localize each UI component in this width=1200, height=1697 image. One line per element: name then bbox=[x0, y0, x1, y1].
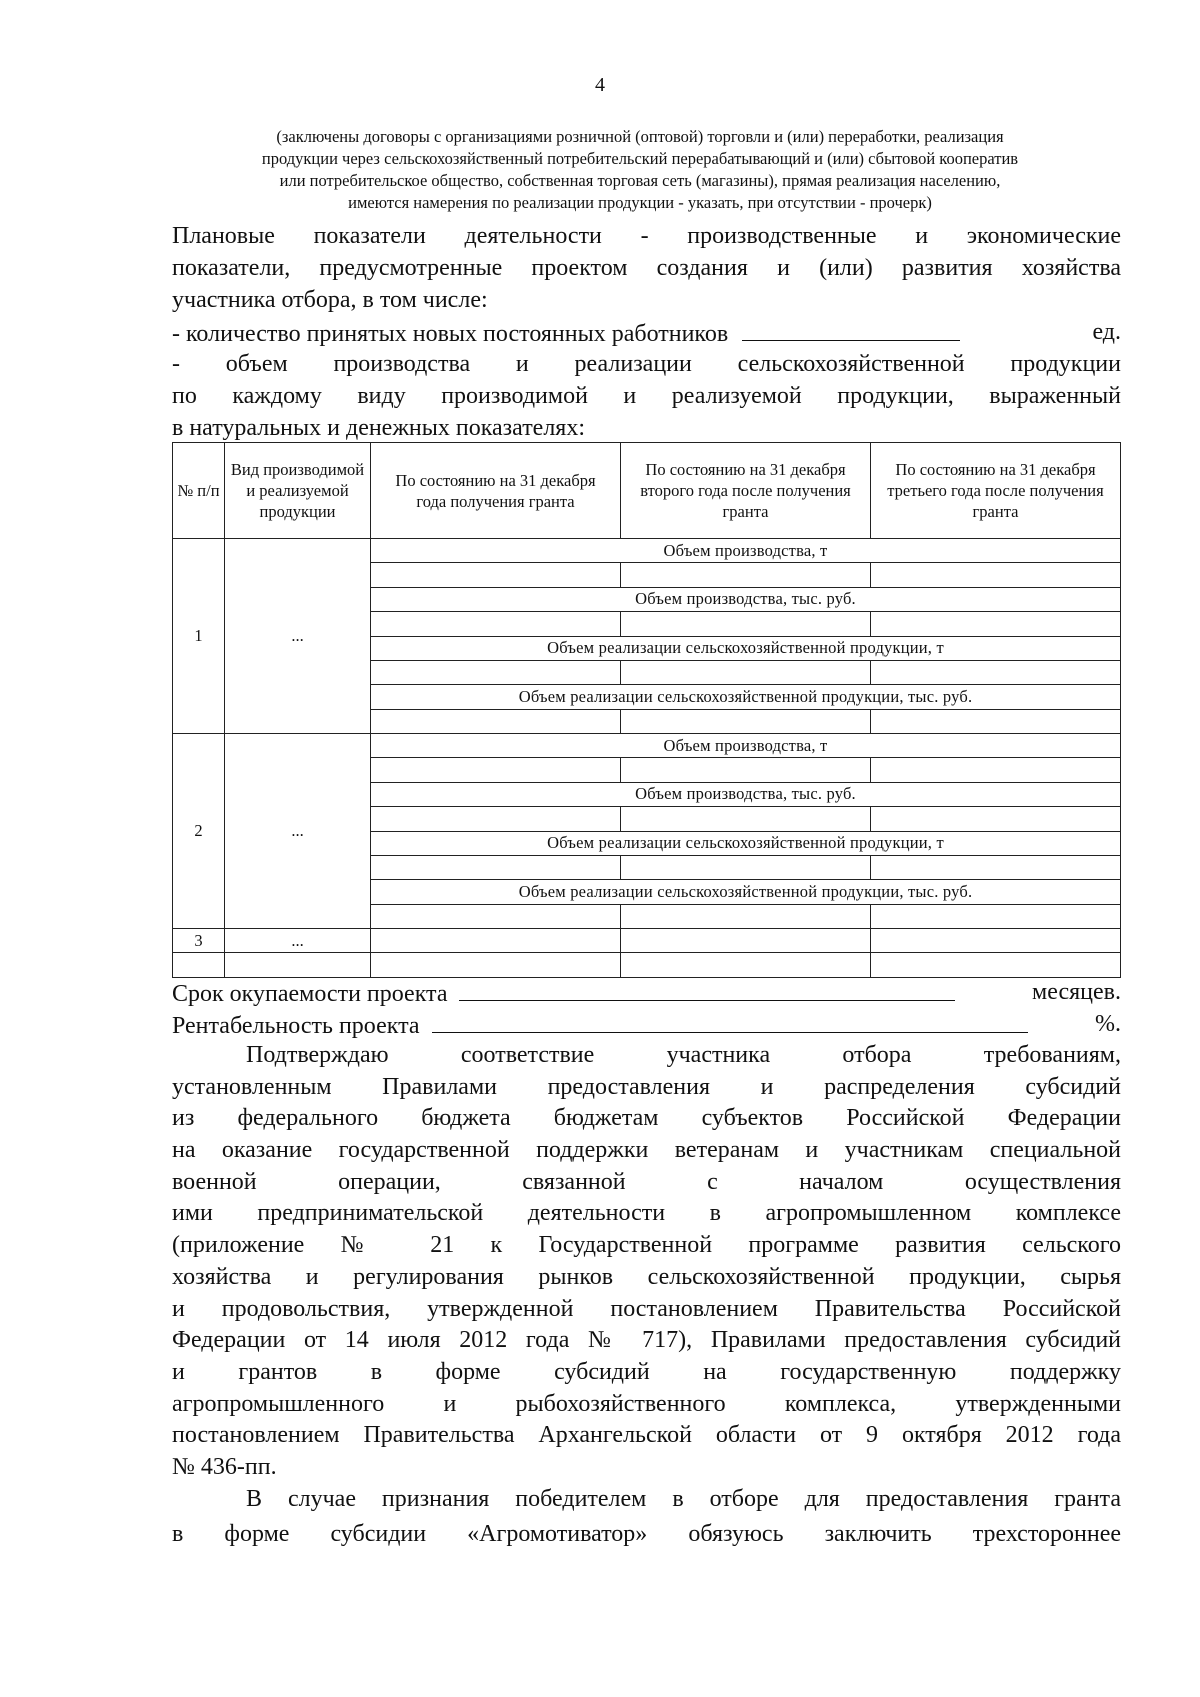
section-label: Объем производства, тыс. руб. bbox=[371, 587, 1121, 611]
text-line: ими предпринимательской деятельности в агропромышленном комплексе bbox=[172, 1200, 1121, 1227]
value-cell[interactable] bbox=[871, 904, 1121, 928]
value-cell[interactable] bbox=[371, 807, 621, 831]
section-label: Объем производства, тыс. руб. bbox=[371, 782, 1121, 806]
text-line: - объем производства и реализации сельскохозяйственной продукции bbox=[172, 351, 1121, 377]
row-product-kind: ... bbox=[225, 539, 371, 734]
note-line: или потребительское общество, собственная торговая сеть (магазины), прямая реализация населению, bbox=[279, 171, 1001, 190]
payback-field[interactable] bbox=[459, 976, 955, 1001]
table-row bbox=[173, 539, 1121, 563]
payback-label: Срок окупаемости проекта bbox=[172, 981, 448, 1007]
value-cell[interactable] bbox=[371, 904, 621, 928]
text-line: по каждому виду производимой и реализуемой продукции, выраженный bbox=[172, 383, 1121, 409]
text-line: В случае признания победителем в отборе для предоставления гранта bbox=[246, 1485, 1121, 1512]
workers-count-field[interactable] bbox=[742, 316, 960, 341]
instruction-note bbox=[160, 126, 1120, 214]
value-cell[interactable] bbox=[871, 758, 1121, 782]
header-year-1: По состоянию на 31 декабря года получения гранта bbox=[371, 443, 621, 539]
note-line: имеются намерения по реализации продукции - указать, при отсутствии - прочерк) bbox=[348, 193, 932, 212]
row-num: 1 bbox=[173, 539, 225, 734]
value-cell[interactable] bbox=[871, 953, 1121, 978]
text-line: и грантов в форме субсидий на государственную поддержку bbox=[172, 1358, 1121, 1385]
note-line: продукции через сельскохозяйственный потребительский перерабатывающий и (или) сбытовой кооператив bbox=[261, 149, 1019, 168]
text-line: в форме субсидии «Агромотиватор» обязуюсь заключить трехстороннее bbox=[172, 1520, 1121, 1547]
row-num: 3 bbox=[173, 929, 225, 953]
text-line: установленным Правилами предоставления и распределения субсидий bbox=[172, 1073, 1121, 1100]
table-row bbox=[173, 734, 1121, 758]
text-line: показатели, предусмотренные проектом создания и (или) развития хозяйства bbox=[172, 255, 1121, 281]
header-year-2: По состоянию на 31 декабря второго года после получения гранта bbox=[621, 443, 871, 539]
section-label: Объем реализации сельскохозяйственной продукции, т bbox=[371, 636, 1121, 660]
text-line: и продовольствия, утвержденной постановлением Правительства Российской bbox=[172, 1295, 1121, 1322]
value-cell[interactable] bbox=[621, 660, 871, 684]
section-label: Объем производства, т bbox=[371, 539, 1121, 563]
value-cell[interactable] bbox=[871, 563, 1121, 587]
section-label: Объем реализации сельскохозяйственной продукции, тыс. руб. bbox=[371, 685, 1121, 709]
section-label: Объем реализации сельскохозяйственной продукции, тыс. руб. bbox=[371, 880, 1121, 904]
table-header-row bbox=[173, 443, 1121, 539]
row-num bbox=[173, 953, 225, 978]
value-cell[interactable] bbox=[371, 855, 621, 879]
text-line: в натуральных и денежных показателях: bbox=[172, 415, 586, 441]
value-cell[interactable] bbox=[621, 929, 871, 953]
value-cell[interactable] bbox=[621, 904, 871, 928]
value-cell[interactable] bbox=[371, 563, 621, 587]
value-cell[interactable] bbox=[371, 758, 621, 782]
value-cell[interactable] bbox=[871, 929, 1121, 953]
value-cell[interactable] bbox=[371, 660, 621, 684]
row-num: 2 bbox=[173, 734, 225, 929]
value-cell[interactable] bbox=[621, 709, 871, 733]
value-cell[interactable] bbox=[371, 709, 621, 733]
profitability-line bbox=[172, 1008, 1121, 1040]
profitability-label: Рентабельность проекта bbox=[172, 1013, 420, 1039]
text-line: Федерации от 14 июля 2012 года № 717), Правилами предоставления субсидий bbox=[172, 1327, 1121, 1354]
text-line: № 436-пп. bbox=[172, 1453, 277, 1480]
row-product-kind: ... bbox=[225, 929, 371, 953]
value-cell[interactable] bbox=[871, 855, 1121, 879]
value-cell[interactable] bbox=[871, 660, 1121, 684]
value-cell[interactable] bbox=[621, 758, 871, 782]
value-cell[interactable] bbox=[621, 563, 871, 587]
confirmation-text bbox=[172, 1040, 1121, 1550]
payback-line bbox=[172, 976, 1121, 1008]
workers-line bbox=[172, 316, 1121, 348]
text-line: постановлением Правительства Архангельской области от 9 октября 2012 года bbox=[172, 1422, 1121, 1449]
page-number: 4 bbox=[595, 74, 605, 96]
text-line: Плановые показатели деятельности - производственные и экономические bbox=[172, 223, 1121, 249]
value-cell[interactable] bbox=[871, 709, 1121, 733]
section-label: Объем реализации сельскохозяйственной продукции, т bbox=[371, 831, 1121, 855]
payback-unit: месяцев. bbox=[1032, 979, 1121, 1005]
production-table bbox=[172, 442, 1121, 978]
header-num: № п/п bbox=[173, 443, 225, 539]
profitability-unit: %. bbox=[1095, 1011, 1121, 1037]
table-row bbox=[173, 953, 1121, 978]
text-line: военной операции, связанной с началом осуществления bbox=[172, 1168, 1121, 1195]
row-product-kind: ... bbox=[225, 734, 371, 929]
text-line: на оказание государственной поддержки ветеранам и участникам специальной bbox=[172, 1137, 1121, 1164]
header-product-kind: Вид производимой и реализуемой продукции bbox=[225, 443, 371, 539]
text-line: (приложение № 21 к Государственной программе развития сельского bbox=[172, 1232, 1121, 1259]
payback-block bbox=[172, 976, 1121, 1040]
header-year-3: По состоянию на 31 декабря третьего года после получения гранта bbox=[871, 443, 1121, 539]
workers-label: - количество принятых новых постоянных работников bbox=[172, 321, 729, 347]
profitability-field[interactable] bbox=[432, 1008, 1028, 1033]
value-cell[interactable] bbox=[621, 612, 871, 636]
text-line: хозяйства и регулирования рынков сельскохозяйственной продукции, сырья bbox=[172, 1263, 1121, 1290]
text-line: участника отбора, в том числе: bbox=[172, 287, 488, 313]
value-cell[interactable] bbox=[371, 612, 621, 636]
text-line: из федерального бюджета бюджетам субъектов Российской Федерации bbox=[172, 1105, 1121, 1132]
plan-indicators-text bbox=[172, 220, 1121, 444]
section-label: Объем производства, т bbox=[371, 734, 1121, 758]
value-cell[interactable] bbox=[621, 855, 871, 879]
workers-unit: ед. bbox=[1092, 319, 1121, 345]
value-cell[interactable] bbox=[621, 953, 871, 978]
text-line: Подтверждаю соответствие участника отбора требованиям, bbox=[246, 1042, 1121, 1068]
text-line: агропромышленного и рыбохозяйственного комплекса, утвержденными bbox=[172, 1390, 1121, 1417]
table-row bbox=[173, 929, 1121, 953]
value-cell[interactable] bbox=[621, 807, 871, 831]
value-cell[interactable] bbox=[871, 612, 1121, 636]
value-cell[interactable] bbox=[371, 953, 621, 978]
row-product-kind bbox=[225, 953, 371, 978]
value-cell[interactable] bbox=[371, 929, 621, 953]
note-line: (заключены договоры с организациями розничной (оптовой) торговли и (или) переработки, реализация bbox=[276, 127, 1004, 146]
value-cell[interactable] bbox=[871, 807, 1121, 831]
